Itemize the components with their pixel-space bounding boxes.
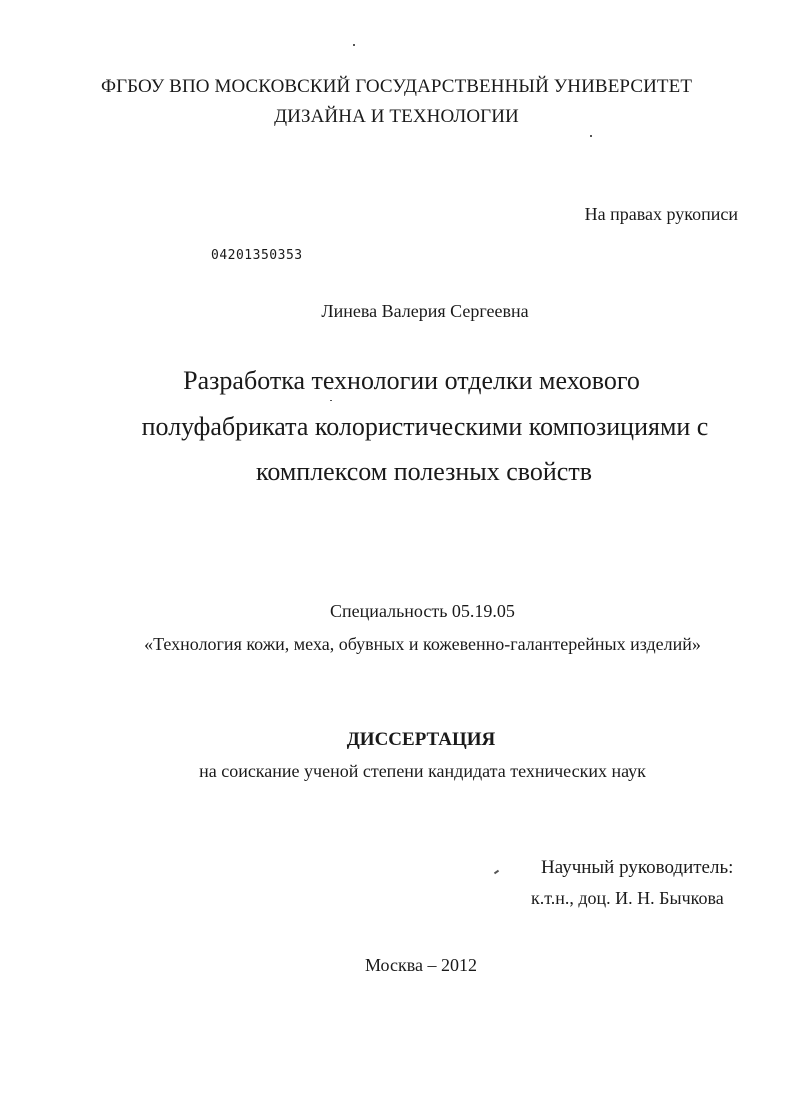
specialty-name: «Технология кожи, меха, обувных и кожевенно-галантерейных изделий» [144,634,701,654]
scan-speck [494,870,499,875]
city-year: Москва – 2012 [365,955,477,975]
university-name-line1: ФГБОУ ВПО МОСКОВСКИЙ ГОСУДАРСТВЕННЫЙ УНИВЕРСИТЕТ [100,76,693,97]
dissertation-title-line2: полуфабриката колористическими композициями с [141,412,709,441]
university-name-line2: ДИЗАЙНА И ТЕХНОЛОГИИ [274,106,519,127]
dissertation-title-line1: Разработка технологии отделки мехового [183,366,640,395]
specialty-code: Специальность 05.19.05 [330,601,515,621]
degree-line: на соискание ученой степени кандидата технических наук [199,761,646,781]
scan-speck [330,400,332,401]
registration-code-stamp: 04201350353 [211,248,303,263]
author-name: Линева Валерия Сергеевна [321,301,529,321]
dissertation-title-line3: комплексом полезных свойств [256,457,592,486]
scan-speck [590,135,592,137]
manuscript-rights-note: На правах рукописи [584,204,738,224]
supervisor-name: к.т.н., доц. И. Н. Бычкова [531,888,724,908]
scan-speck [353,44,355,46]
supervisor-label: Научный руководитель: [541,857,734,878]
document-type-heading: ДИССЕРТАЦИЯ [346,729,496,750]
